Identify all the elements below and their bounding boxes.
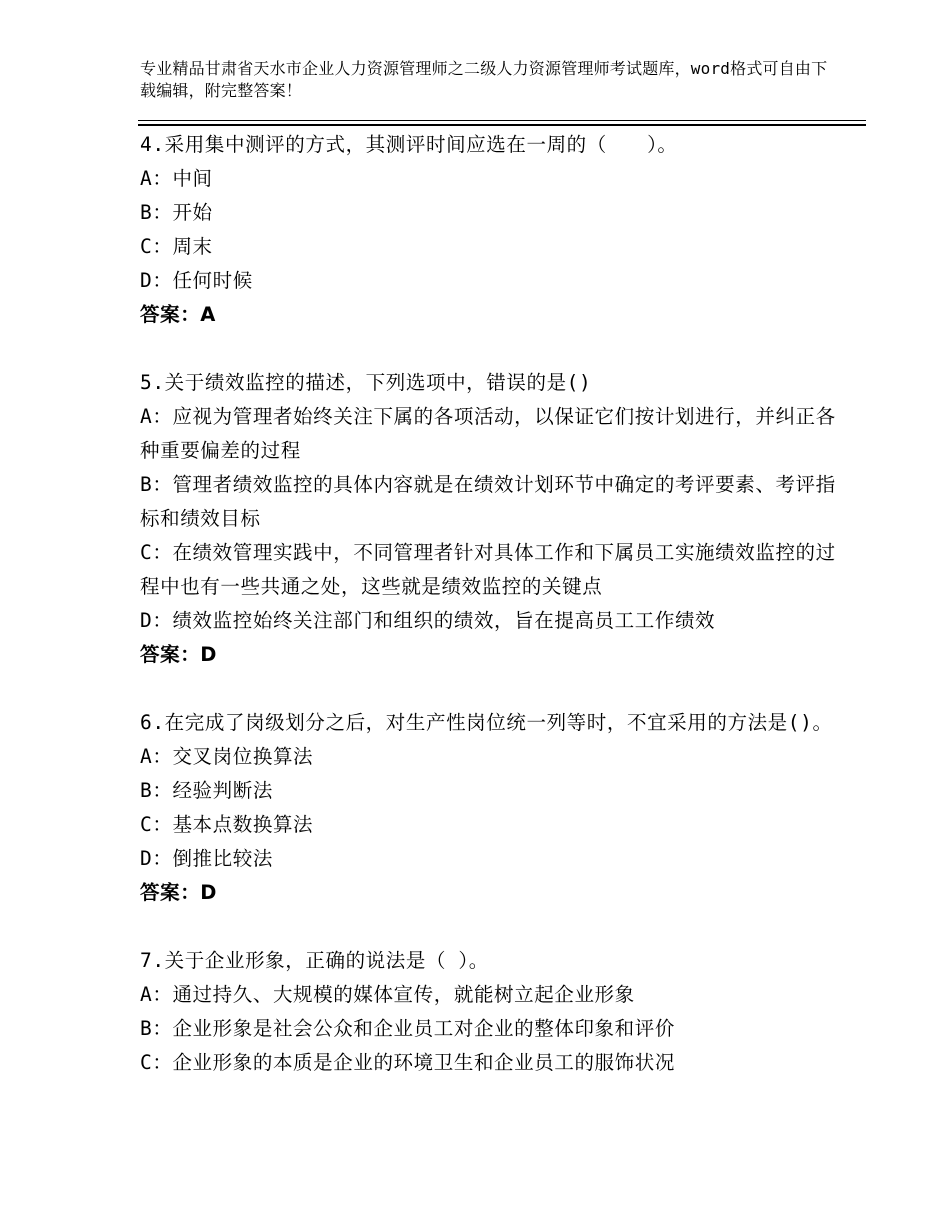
option-b: B：开始 (140, 201, 213, 224)
option-d: D：任何时候 (140, 269, 253, 292)
option-b: B：经验判断法 (140, 779, 273, 802)
option-d: D：倒推比较法 (140, 847, 273, 870)
option-c: C：基本点数换算法 (140, 813, 314, 836)
option-b: B：管理者绩效监控的具体内容就是在绩效计划环节中确定的考评要素、考评指标和绩效目标 (140, 473, 836, 530)
document-header: 专业精品甘肃省天水市企业人力资源管理师之二级人力资源管理师考试题库，word格式可自由下载编辑，附完整答案！ (140, 59, 828, 100)
option-a: A：通过持久、大规模的媒体宣传，就能树立起企业形象 (140, 983, 635, 1006)
question-stem: 6.在完成了岗级划分之后，对生产性岗位统一列等时，不宜采用的方法是()。 (140, 711, 833, 734)
question-stem: 5.关于绩效监控的描述，下列选项中，错误的是() (140, 371, 592, 394)
answer-line: 答案：D (140, 643, 218, 666)
option-a: A：应视为管理者始终关注下属的各项活动，以保证它们按计划进行，并纠正各种重要偏差的过程 (140, 405, 836, 462)
option-c: C：企业形象的本质是企业的环境卫生和企业员工的服饰状况 (140, 1051, 675, 1074)
answer-line: 答案：A (140, 303, 216, 326)
question-7 (140, 944, 840, 1080)
question-6 (140, 706, 840, 910)
question-stem: 7.关于企业形象，正确的说法是（ ）。 (140, 949, 489, 972)
header-double-rule (138, 120, 866, 126)
question-stem: 4.采用集中测评的方式，其测评时间应选在一周的（ ）。 (140, 133, 678, 156)
option-c: C：周末 (140, 235, 213, 258)
option-a: A：交叉岗位换算法 (140, 745, 314, 768)
option-c: C：在绩效管理实践中，不同管理者针对具体工作和下属员工实施绩效监控的过程中也有一些共通之处，这些就是绩效监控的关键点 (140, 541, 836, 598)
option-d: D：绩效监控始终关注部门和组织的绩效，旨在提高员工工作绩效 (140, 609, 716, 632)
question-4 (140, 128, 840, 332)
question-list (140, 128, 840, 1080)
answer-line: 答案：D (140, 881, 218, 904)
question-5 (140, 366, 840, 672)
option-b: B：企业形象是社会公众和企业员工对企业的整体印象和评价 (140, 1017, 675, 1040)
option-a: A：中间 (140, 167, 213, 190)
